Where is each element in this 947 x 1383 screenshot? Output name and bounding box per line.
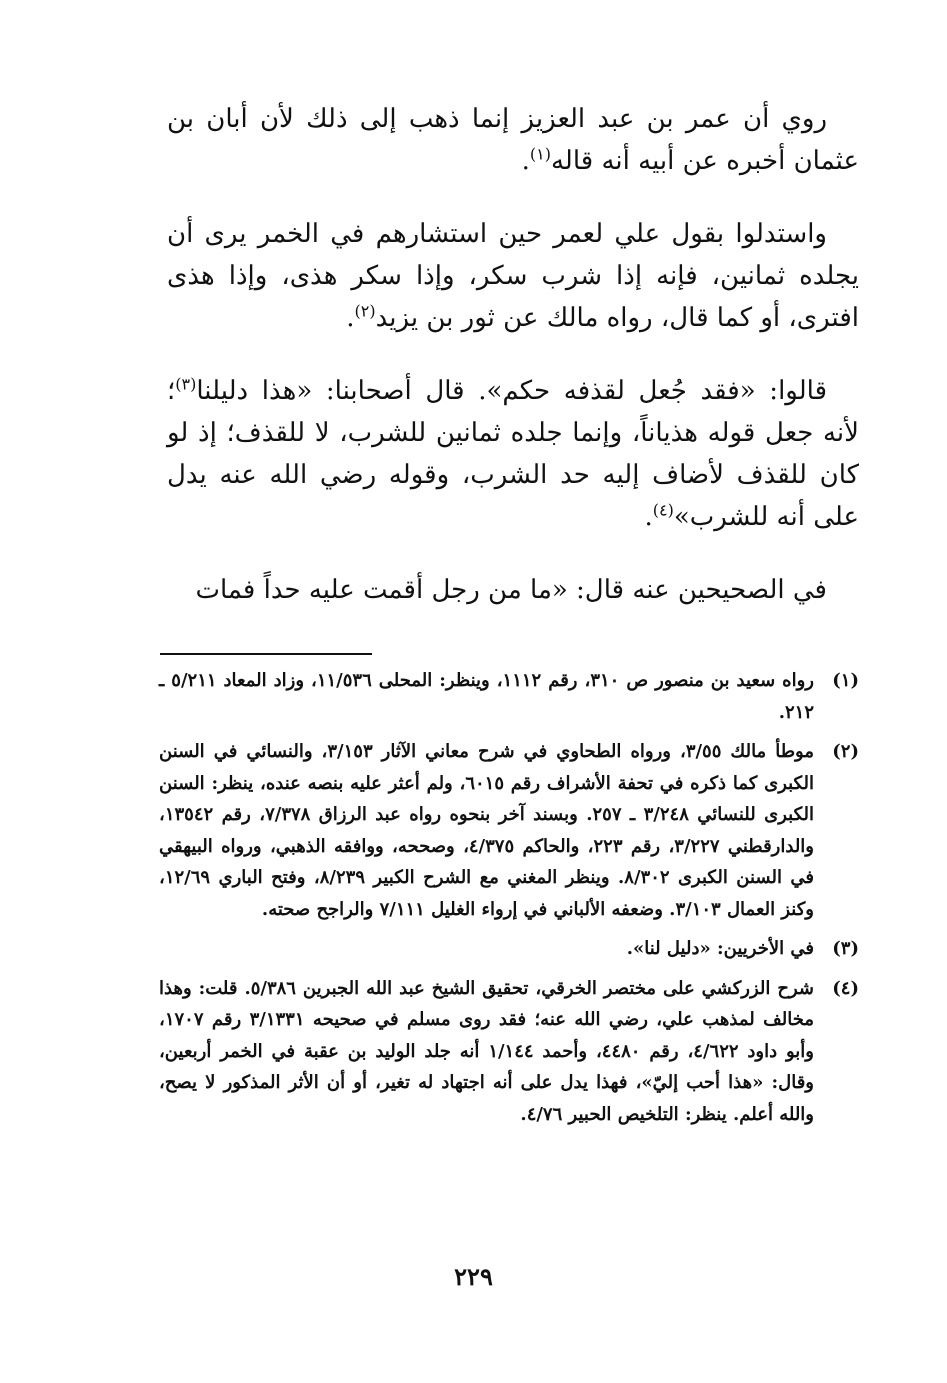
main-text: [167, 98, 859, 611]
paragraph-text: واستدلوا بقول علي لعمر حين استشارهم في الخمر يرى أن يجلده ثمانين، فإنه إذا شرب سكر، وإذا سكر هذى، وإذا هذى افترى، أو كما قال، رواه مالك عن ثور بن يزيد: [167, 219, 859, 333]
paragraph-end: .: [521, 146, 530, 176]
footnote-number: (١): [832, 670, 859, 691]
paragraph-text: قالوا: «فقد جُعل لقذفه حكم». قال أصحابنا: «هذا دليلنا: [196, 376, 827, 406]
footnote-3: [159, 933, 859, 965]
paragraph-end: .: [346, 303, 355, 333]
footnote-ref-2[interactable]: (٢): [354, 301, 376, 321]
footnote-text: موطأ مالك ٣/٥٥، ورواه الطحاوي في شرح معاني الآثار ٣/١٥٣، والنسائي في السنن الكبرى كما ذكره في تحفة الأشراف رقم ٦٠١٥، ولم أعثر عليه بنصه عنده، ينظر: السنن الكبرى للنسائي ٣/٢٤٨ ـ ٢٥٧. وبسند آخر بنحوه رواه عبد الرزاق ٧/٣٧٨، رقم ١٣٥٤٢، والدارقطني ٣/٢٢٧، رقم ٢٢٣، والحاكم ٤/٣٧٥، وصححه، ووافقه الذهبي، ورواه البيهقي في السنن الكبرى ٨/٣٠٢. وينظر المغني مع الشرح الكبير ٨/٢٣٩، وفتح الباري ١٢/٦٩، وكنز العمال ٣/١٠٣. وضعفه الألباني في إرواء الغليل ٧/١١١ والراجح صحته.: [159, 741, 815, 920]
paragraph-text-continued: ؛ لأنه جعل قوله هذياناً، وإنما جلده ثمانين للشرب، لا للقذف؛ إذ لو كان للقذف لأضاف إليه حد الشرب، وقوله رضي الله عنه يدل على أنه للشرب»: [167, 376, 859, 532]
paragraph-text: روي أن عمر بن عبد العزيز إنما ذهب إلى ذلك لأن أبان بن عثمان أخبره عن أبيه أنه قاله: [167, 104, 859, 176]
footnote-number: (٢): [832, 741, 859, 762]
paragraph-3: [167, 370, 859, 538]
paragraph-4: [167, 569, 859, 611]
footnote-ref-1[interactable]: (١): [529, 144, 551, 164]
paragraph-2: [167, 213, 859, 339]
footnote-separator: [160, 653, 372, 655]
paragraph-text: في الصحيحين عنه قال: «ما من رجل أقمت عليه حداً فمات: [195, 575, 827, 605]
paragraph-end: .: [644, 502, 653, 532]
footnote-2: [159, 736, 859, 925]
footnote-1: [159, 665, 859, 728]
footnote-number: (٣): [832, 938, 859, 959]
paragraph-1: [167, 98, 859, 182]
footnote-text: شرح الزركشي على مختصر الخرقي، تحقيق الشيخ عبد الله الجبرين ٥/٣٨٦. قلت: وهذا مخالف لمذهب علي، رضي الله عنه؛ فقد روى مسلم في صحيحه ٣/١٣٣١ رقم ١٧٠٧، وأبو داود ٤/٦٢٢، رقم ٤٤٨٠، وأحمد ١/١٤٤ أنه جلد الوليد بن عقبة في الخمر أربعين، وقال: «هذا أحب إليّ»، فهذا يدل على أنه اجتهاد له تغير، أو أن الأثر المذكور لا يصح، والله أعلم. ينظر: التلخيص الحبير ٤/٧٦.: [159, 977, 815, 1125]
footnote-text: في الأخريين: «دليل لنا».: [626, 938, 814, 959]
footnote-ref-4[interactable]: (٤): [652, 500, 674, 520]
footnote-number: (٤): [832, 977, 859, 999]
footnotes: [159, 665, 859, 1138]
footnote-text: رواه سعيد بن منصور ص ٣١٠، رقم ١١١٢، وينظر: المحلى ١١/٥٣٦، وزاد المعاد ٥/٢١١ ـ ٢١٢.: [159, 670, 814, 723]
footnote-ref-3[interactable]: (٣): [175, 374, 197, 394]
page-number: ٢٢٩: [454, 1262, 493, 1291]
footnote-4: [159, 973, 859, 1131]
